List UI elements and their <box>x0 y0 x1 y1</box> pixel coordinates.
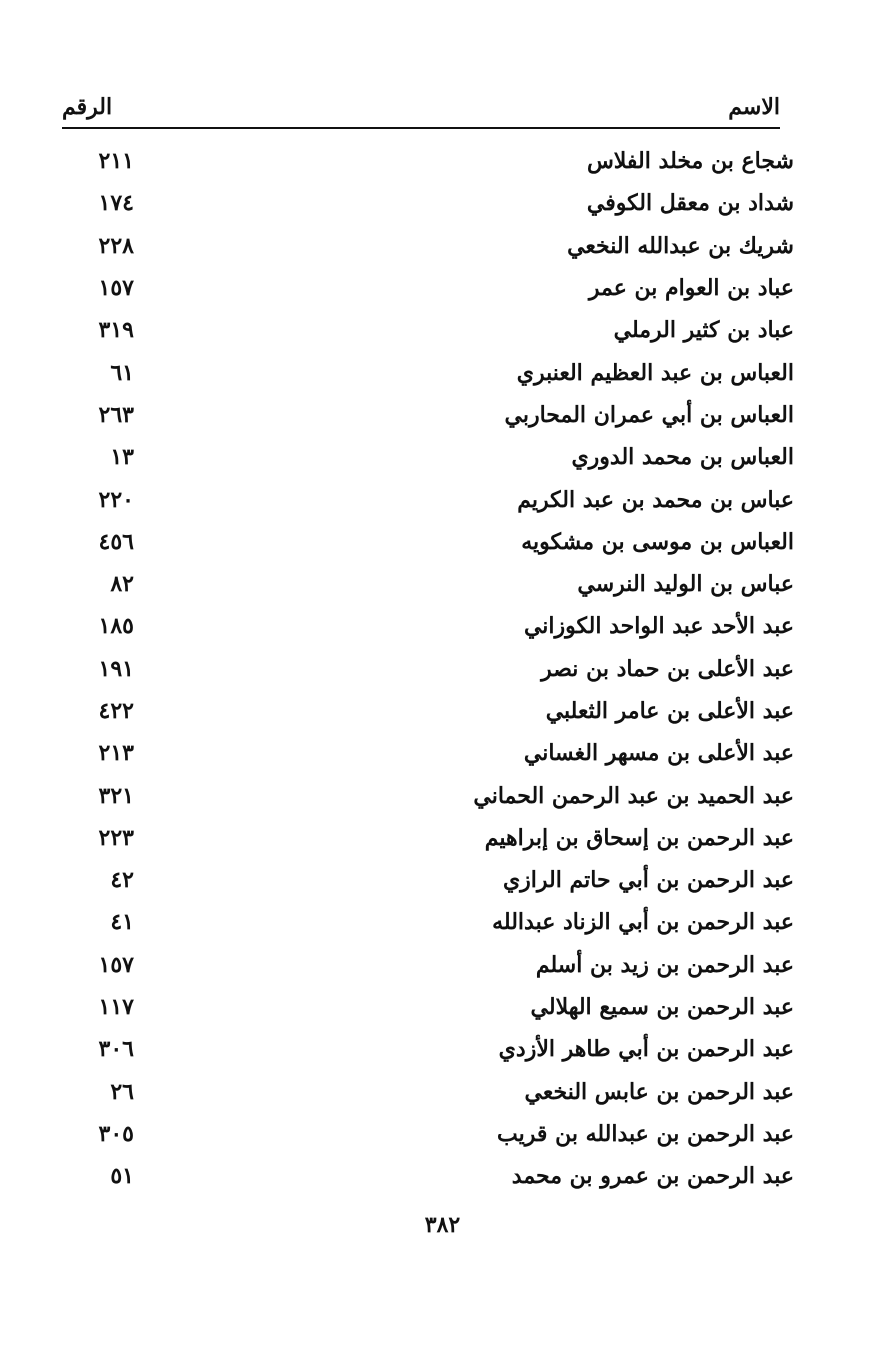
entry-name: شريك بن عبدالله النخعي <box>567 232 794 259</box>
index-entry <box>64 986 794 1028</box>
index-header <box>62 80 780 120</box>
index-entry <box>64 648 794 690</box>
entry-name: العباس بن عبد العظيم العنبري <box>516 359 794 386</box>
number-column-heading: الرقم <box>62 94 113 120</box>
entry-name: العباس بن موسى بن مشكويه <box>521 528 794 555</box>
index-entry <box>64 478 794 520</box>
entry-name: شجاع بن مخلد الفلاس <box>586 148 794 175</box>
entry-name: عبد الرحمن بن سميع الهلالي <box>530 994 794 1021</box>
entry-number: ٢٢٨ <box>98 232 134 259</box>
entry-name: عبد الأعلى بن حماد بن نصر <box>541 655 794 682</box>
entry-number: ١٨٥ <box>98 613 134 640</box>
entry-name: عبد الأعلى بن عامر الثعلبي <box>545 698 794 724</box>
index-entry <box>64 563 794 605</box>
entry-number: ٦١ <box>110 359 134 386</box>
entry-name: عبد الرحمن بن زيد بن أسلم <box>535 951 794 978</box>
entry-name: عبد الرحمن بن عمرو بن محمد <box>511 1163 794 1190</box>
index-entry <box>64 140 794 182</box>
entry-number: ٣٢١ <box>98 782 134 809</box>
entry-name: عبد الرحمن بن أبي حاتم الرازي <box>502 867 794 894</box>
index-entry <box>64 436 794 478</box>
index-entry <box>64 1028 794 1070</box>
index-entry <box>64 351 794 393</box>
entry-name: العباس بن محمد الدوري <box>571 444 794 471</box>
entry-name: عبد الأحد عبد الواحد الكوزاني <box>523 613 794 640</box>
entry-number: ٢١١ <box>98 148 134 175</box>
entry-number: ٤٥٦ <box>98 528 134 555</box>
index-entry <box>64 1113 794 1155</box>
index-entry <box>64 394 794 436</box>
entry-name: عبد الأعلى بن مسهر الغساني <box>523 740 794 767</box>
entry-number: ٢٢٣ <box>98 824 134 851</box>
entry-number: ٤٢٢ <box>98 698 134 724</box>
entry-number: ٥١ <box>110 1163 134 1190</box>
entry-number: ١٥٧ <box>98 951 134 978</box>
index-entry <box>64 605 794 647</box>
entry-number: ٢٢٠ <box>98 486 134 513</box>
entry-name: عبد الرحمن بن إسحاق بن إبراهيم <box>484 824 794 851</box>
index-entry <box>64 817 794 859</box>
entry-number: ١٥٧ <box>98 275 134 302</box>
entry-name: عباس بن محمد بن عبد الكريم <box>517 486 794 513</box>
index-entry <box>64 182 794 224</box>
index-entry <box>64 267 794 309</box>
entry-number: ١٣ <box>110 444 134 471</box>
entry-name: العباس بن أبي عمران المحاربي <box>504 401 794 428</box>
entry-number: ٢١٣ <box>98 740 134 767</box>
entry-number: ١٧٤ <box>98 190 134 217</box>
entry-number: ٣٠٦ <box>98 1036 134 1063</box>
entry-name: عبد الرحمن بن أبي طاهر الأزدي <box>498 1036 794 1063</box>
index-entry <box>64 944 794 986</box>
entry-name: عبد الرحمن بن أبي الزناد عبدالله <box>492 909 794 936</box>
entry-number: ٢٦ <box>110 1078 134 1105</box>
entry-name: عباد بن كثير الرملي <box>613 317 794 344</box>
index-entry <box>64 1071 794 1113</box>
index-entry <box>64 225 794 267</box>
entry-number: ٣١٩ <box>98 317 134 344</box>
index-entry <box>64 859 794 901</box>
index-entry <box>64 690 794 732</box>
index-entry <box>64 901 794 943</box>
entry-number: ٣٠٥ <box>98 1120 134 1147</box>
entry-name: عبد الرحمن بن عبدالله بن قريب <box>497 1120 794 1147</box>
index-list <box>64 140 794 1197</box>
index-entry <box>64 732 794 774</box>
entry-number: ٨٢ <box>110 571 134 598</box>
index-entry <box>64 1155 794 1197</box>
entry-name: عبد الحميد بن عبد الرحمن الحماني <box>473 782 794 809</box>
entry-number: ١١٧ <box>98 994 134 1021</box>
name-column-heading: الاسم <box>728 94 780 120</box>
entry-name: عبد الرحمن بن عابس النخعي <box>524 1078 794 1105</box>
entry-name: عباس بن الوليد النرسي <box>577 571 794 598</box>
entry-number: ٤١ <box>110 909 134 936</box>
entry-number: ٢٦٣ <box>98 401 134 428</box>
index-entry <box>64 521 794 563</box>
header-divider <box>62 127 780 129</box>
entry-name: شداد بن معقل الكوفي <box>586 190 794 217</box>
page-number: ٣٨٢ <box>424 1212 461 1238</box>
index-entry <box>64 774 794 816</box>
entry-number: ٤٢ <box>110 867 134 894</box>
entry-number: ١٩١ <box>98 655 134 682</box>
entry-name: عباد بن العوام بن عمر <box>588 275 794 302</box>
index-entry <box>64 309 794 351</box>
